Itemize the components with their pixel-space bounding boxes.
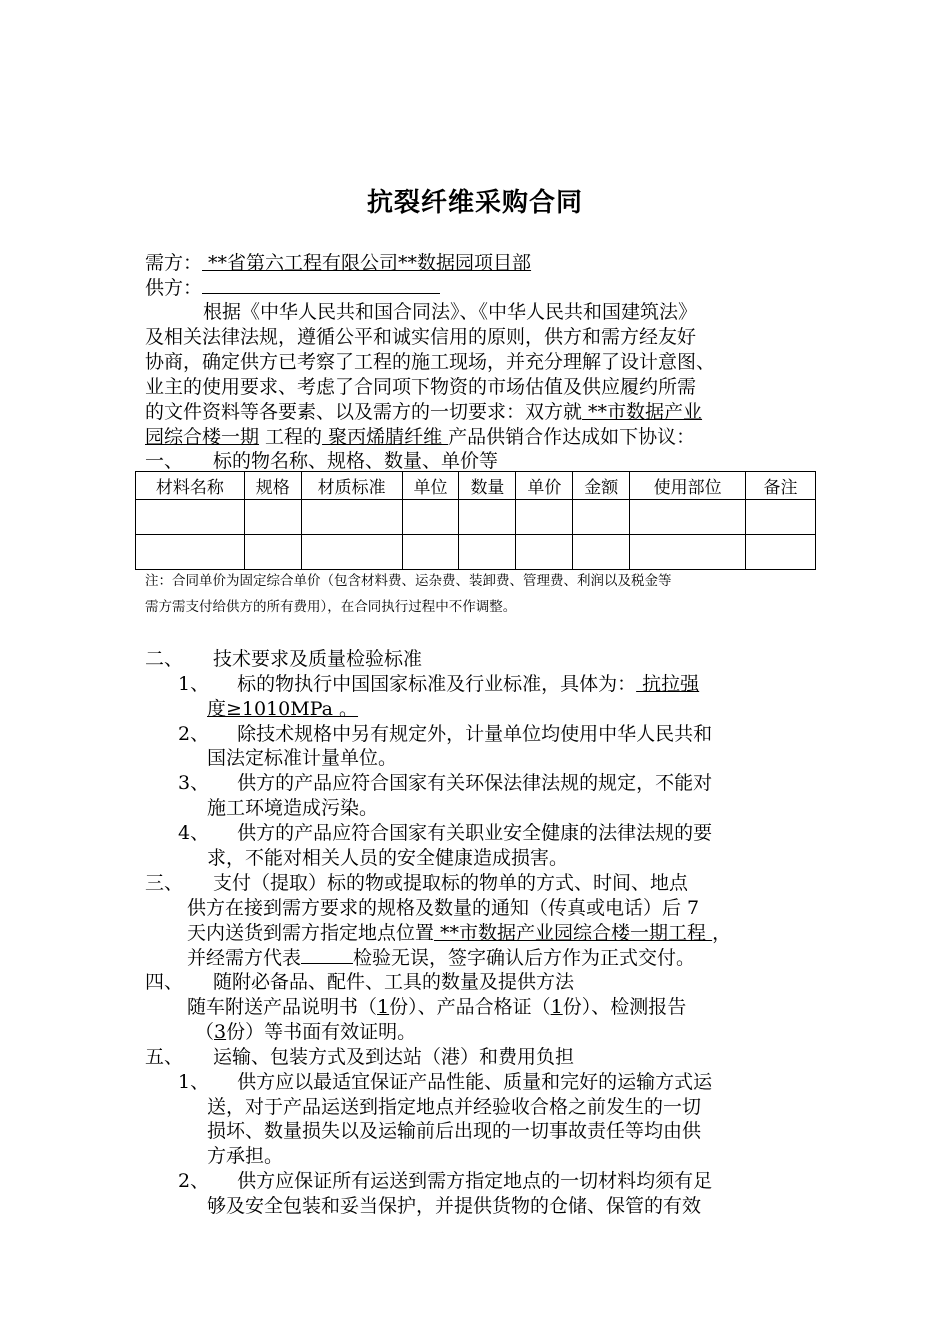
tensile-strength-value: 抗拉强 [636,673,700,695]
docs-text: 份）、产品合格证（ [389,996,551,1018]
section-5-item-1-line-2: 送，对于产品运送到指定地点并经验收合格之前发生的一切 [207,1096,702,1118]
section-2-item-1-line-1 [178,672,699,696]
table-cell [402,535,459,570]
table-cell [573,535,630,570]
table-row [136,535,816,570]
table-cell [244,535,301,570]
col-header-remarks: 备注 [746,472,816,500]
section-2-item-4-line-2: 求，不能对相关人员的安全健康造成损害。 [207,847,569,869]
seller-blank [202,275,440,294]
seller-label: 供方： [145,277,203,299]
table-cell [746,500,816,535]
intro-line-6 [145,425,695,449]
section-4-title: 随附必备品、配件、工具的数量及提供方法 [213,971,575,993]
item-text: 供方应保证所有运送到需方指定地点的一切材料均须有足 [237,1170,713,1192]
table-cell [630,535,746,570]
section-5-item-1-line-1 [178,1070,712,1094]
section-5-heading [145,1045,574,1069]
section-3-number: 三、 [145,872,184,894]
item-number: 2、 [178,723,210,745]
intro-line-4: 业主的使用要求、考虑了合同项下物资的市场估值及供应履约所需 [145,376,697,398]
section-2-item-1-line-2 [207,697,358,721]
price-note-line-2: 需方需支付给供方的所有费用），在合同执行过程中不作调整。 [145,599,517,615]
section-2-item-4-line-1 [178,821,712,845]
item-number: 1、 [178,673,210,695]
inspection-text: 并经需方代表 [187,947,302,969]
table-cell [516,535,573,570]
delivery-comma: ， [712,922,732,944]
section-2-title: 技术要求及质量检验标准 [213,648,423,670]
section-4-heading [145,970,574,994]
section-2-number: 二、 [145,648,184,670]
section-2-heading [145,647,422,671]
item-number: 1、 [178,1071,210,1093]
manual-count: 1 [377,996,390,1018]
section-4-number: 四、 [145,971,184,993]
section-5-title: 运输、包装方式及到达站（港）和费用负担 [213,1046,575,1068]
table-cell [244,500,301,535]
docs-text: 份）等书面有效证明。 [226,1021,417,1043]
table-cell [301,535,402,570]
item-text: 除技术规格中另有规定外，计量单位均使用中华人民共和 [237,723,713,745]
buyer-label: 需方： [145,252,203,274]
section-5-item-1-line-4: 方承担。 [207,1145,284,1167]
product-name: 聚丙烯腈纤维 [322,426,449,448]
seller-line [145,275,440,300]
col-header-material: 材料名称 [136,472,245,500]
items-table [135,471,816,570]
docs-text: 份）、检测报告 [562,996,687,1018]
delivery-location: **市数据产业园综合楼一期工程 [434,922,713,944]
item-number: 2、 [178,1170,210,1192]
section-5-item-1-line-3: 损坏、数量损失以及运输前后出现的一切事故责任等均由供 [207,1120,702,1142]
project-name-part2: 园综合楼一期 [145,426,260,448]
intro-line-5 [145,400,702,424]
item-text: 供方的产品应符合国家有关职业安全健康的法律法规的要 [237,822,713,844]
item-text: 供方应以最适宜保证产品性能、质量和完好的运输方式运 [237,1071,713,1093]
table-cell [402,500,459,535]
col-header-standard: 材质标准 [301,472,402,500]
project-name-part1: **市数据产业 [582,401,703,423]
section-2-item-3-line-2: 施工环境造成污染。 [207,797,379,819]
section-5-number: 五、 [145,1046,184,1068]
section-5-item-2-line-1 [178,1169,712,1193]
table-cell [516,500,573,535]
table-cell [459,535,516,570]
section-1-number: 一、 [145,450,184,472]
representative-blank [301,945,353,964]
item-text: 供方的产品应符合国家有关环保法律法规的规定，不能对 [237,772,713,794]
section-3-line-2 [187,921,731,945]
col-header-unit: 单位 [402,472,459,500]
table-header-row [136,472,816,500]
docs-text: 随车附送产品说明书（ [187,996,378,1018]
section-4-line-2 [195,1020,416,1044]
test-report-count: 3 [214,1021,227,1043]
col-header-spec: 规格 [244,472,301,500]
section-4-line-1 [187,995,686,1019]
intro-line-6-tail: 产品供销合作达成如下协议： [448,426,696,448]
section-2-item-2-line-2: 国法定标准计量单位。 [207,747,398,769]
col-header-amount: 金额 [573,472,630,500]
item-text: 标的物执行中国国家标准及行业标准，具体为： [237,673,637,695]
intro-line-2: 及相关法律法规，遵循公平和诚实信用的原则，供方和需方经友好 [145,326,697,348]
document-title: 抗裂纤维采购合同 [366,188,583,218]
section-1-heading [145,449,498,473]
section-2-item-3-line-1 [178,771,712,795]
intro-line-1: 根据《中华人民共和国合同法》、《中华人民共和国建筑法》 [203,301,698,323]
intro-line-6-text: 工程的 [259,426,323,448]
section-2-item-2-line-1 [178,722,712,746]
section-5-item-2-line-2: 够及安全包装和妥当保护，并提供货物的仓储、保管的有效 [207,1195,702,1217]
tensile-strength-value-cont: 度≥1010MPa 。 [207,698,359,720]
section-1-title: 标的物名称、规格、数量、单价等 [213,450,499,472]
section-3-line-1: 供方在接到需方要求的规格及数量的通知（传真或电话）后 7 [187,897,700,919]
certificate-count: 1 [550,996,563,1018]
docs-text: （ [195,1021,215,1043]
col-header-location: 使用部位 [630,472,746,500]
buyer-value: **省第六工程有限公司**数据园项目部 [202,252,532,274]
intro-line-5-text: 的文件资料等各要素、以及需方的一切要求：双方就 [145,401,583,423]
table-cell [301,500,402,535]
table-cell [459,500,516,535]
table-cell [573,500,630,535]
intro-line-3: 协商，确定供方已考察了工程的施工现场，并充分理解了设计意图、 [145,351,716,373]
section-3-title: 支付（提取）标的物或提取标的物单的方式、时间、地点 [213,872,689,894]
section-3-heading [145,871,688,895]
delivery-text: 天内送货到需方指定地点位置 [187,922,435,944]
table-cell [746,535,816,570]
price-note-line-1: 注：合同单价为固定综合单价（包含材料费、运杂费、装卸费、管理费、利润以及税金等 [145,573,672,589]
col-header-quantity: 数量 [459,472,516,500]
buyer-line [145,251,531,275]
item-number: 4、 [178,822,210,844]
table-cell [136,535,245,570]
table-cell [630,500,746,535]
table-row [136,500,816,535]
table-cell [136,500,245,535]
section-3-line-3 [187,945,695,970]
col-header-unit-price: 单价 [516,472,573,500]
inspection-text-tail: 检验无误，签字确认后方作为正式交付。 [353,947,696,969]
item-number: 3、 [178,772,210,794]
